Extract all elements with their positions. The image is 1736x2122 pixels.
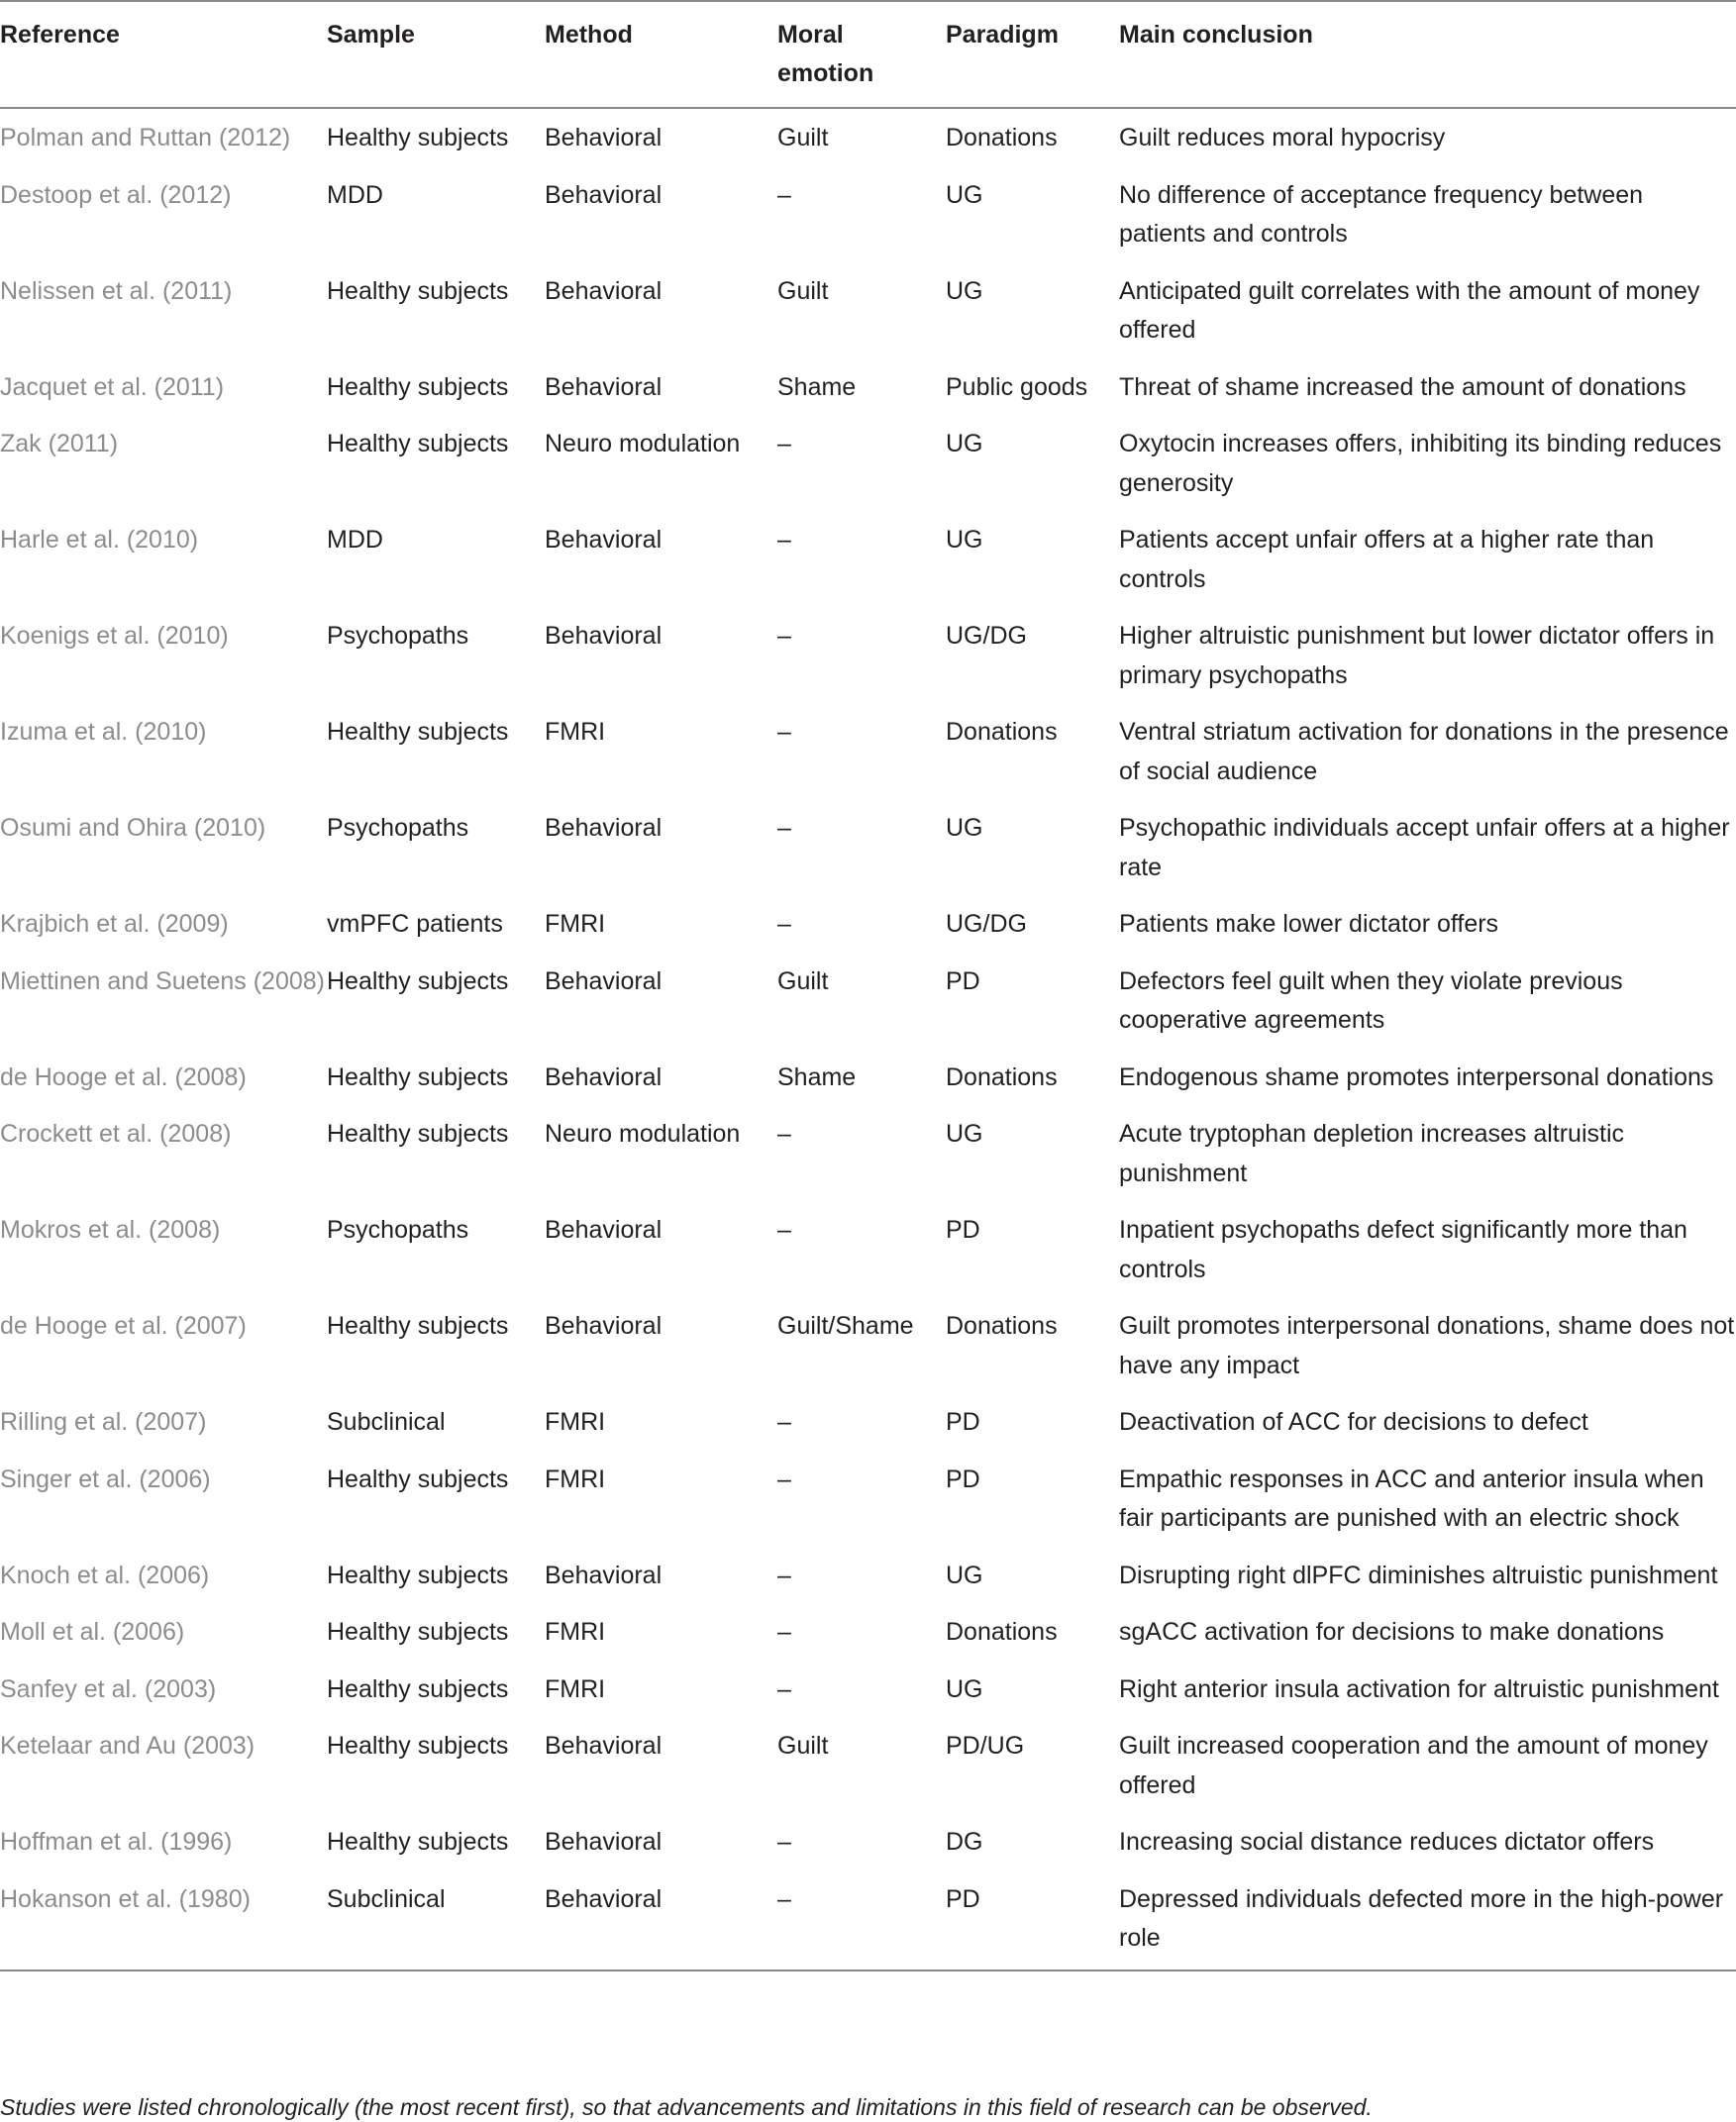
cell-sample: Healthy subjects — [327, 1674, 509, 1703]
cell-reference: Koenigs et al. (2010) — [0, 622, 229, 650]
cell-main-conclusion: Defectors feel guilt when they violate previous cooperative agreements — [1119, 966, 1623, 1034]
cell-sample: Healthy subjects — [327, 1561, 509, 1589]
cell-method: Behavioral — [545, 966, 663, 995]
header-row — [0, 1, 1736, 108]
cell-sample: vmPFC patients — [327, 910, 503, 938]
cell-paradigm: PD/UG — [946, 1732, 1025, 1760]
cell-main-conclusion: Increasing social distance reduces dictator offers — [1119, 1828, 1655, 1856]
cell-moral-emotion: – — [777, 910, 791, 938]
table-row — [0, 1050, 1736, 1107]
cell-reference: Rilling et al. (2007) — [0, 1408, 207, 1436]
table-row — [0, 1718, 1736, 1814]
table-row — [0, 1604, 1736, 1662]
cell-paradigm: Donations — [946, 124, 1058, 152]
cell-reference: Hokanson et al. (1980) — [0, 1871, 327, 1970]
cell-sample: Healthy subjects — [327, 966, 509, 995]
cell-method: Behavioral — [545, 622, 663, 650]
table-row — [0, 954, 1736, 1050]
cell-moral-emotion: Guilt — [777, 1732, 829, 1760]
cell-sample: Healthy subjects — [327, 430, 509, 457]
cell-paradigm: UG — [946, 180, 983, 209]
cell-moral-emotion: – — [777, 1216, 791, 1244]
cell-paradigm: PD — [946, 1216, 980, 1244]
cell-moral-emotion: – — [777, 430, 791, 457]
cell-paradigm: UG/DG — [946, 910, 1027, 938]
cell-paradigm: UG — [946, 430, 983, 457]
cell-main-conclusion: Threat of shame increased the amount of donations — [1119, 372, 1686, 401]
header-main-conclusion: Main conclusion — [1119, 1, 1736, 108]
cell-reference: Jacquet et al. (2011) — [0, 372, 225, 401]
table-row — [0, 800, 1736, 896]
cell-main-conclusion: Inpatient psychopaths defect significantly more than controls — [1119, 1216, 1687, 1283]
cell-sample: Psychopaths — [327, 622, 469, 650]
cell-reference: Harle et al. (2010) — [0, 526, 199, 554]
table-row — [0, 108, 1736, 167]
table-row — [0, 704, 1736, 800]
cell-reference: Sanfey et al. (2003) — [0, 1674, 217, 1703]
cell-main-conclusion: Higher altruistic punishment but lower dictator offers in primary psychopaths — [1119, 622, 1715, 689]
cell-method: Behavioral — [545, 1216, 663, 1244]
cell-method: Behavioral — [545, 372, 663, 401]
cell-paradigm: UG — [946, 1674, 983, 1703]
cell-main-conclusion: No difference of acceptance frequency between patients and controls — [1119, 180, 1644, 248]
table-row — [0, 167, 1736, 263]
cell-sample: Healthy subjects — [327, 124, 509, 152]
cell-method: Behavioral — [545, 124, 663, 152]
cell-sample: Healthy subjects — [327, 718, 509, 746]
cell-paradigm: PD — [946, 1408, 980, 1436]
cell-reference: de Hooge et al. (2007) — [0, 1312, 247, 1340]
cell-method: FMRI — [545, 1408, 606, 1436]
cell-moral-emotion: – — [777, 1561, 791, 1589]
cell-method: Neuro modulation — [545, 430, 741, 457]
cell-sample: Healthy subjects — [327, 372, 509, 401]
table-row — [0, 1871, 1736, 1970]
table-row — [0, 1662, 1736, 1719]
cell-paradigm: UG — [946, 1561, 983, 1589]
cell-sample: MDD — [327, 526, 383, 554]
cell-moral-emotion: – — [777, 718, 791, 746]
cell-reference: Knoch et al. (2006) — [0, 1561, 210, 1589]
cell-sample: Healthy subjects — [327, 1465, 509, 1493]
table-footnote: Studies were listed chronologically (the most recent first), so that advancements and limitations in this field of research can be observed. — [0, 2094, 1373, 2120]
cell-main-conclusion: Acute tryptophan depletion increases altruistic punishment — [1119, 1120, 1625, 1187]
cell-moral-emotion: Shame — [777, 1062, 857, 1091]
cell-method: Behavioral — [545, 526, 663, 554]
cell-main-conclusion: Disrupting right dlPFC diminishes altruistic punishment — [1119, 1561, 1718, 1589]
cell-moral-emotion: – — [777, 1120, 791, 1148]
table-row — [0, 1106, 1736, 1202]
cell-reference: Moll et al. (2006) — [0, 1618, 185, 1646]
cell-method: Behavioral — [545, 276, 663, 305]
cell-reference: Zak (2011) — [0, 430, 119, 457]
table-row — [0, 1202, 1736, 1298]
cell-reference: Nelissen et al. (2011) — [0, 276, 233, 305]
cell-reference: Destoop et al. (2012) — [0, 180, 232, 209]
cell-moral-emotion: – — [777, 1828, 791, 1856]
cell-paradigm: Public goods — [946, 372, 1088, 401]
cell-main-conclusion: Right anterior insula activation for altruistic punishment — [1119, 1674, 1719, 1703]
cell-method: Behavioral — [545, 1871, 777, 1970]
cell-reference: Crockett et al. (2008) — [0, 1120, 232, 1148]
cell-main-conclusion: Deactivation of ACC for decisions to defect — [1119, 1408, 1588, 1436]
cell-paradigm: PD — [946, 1871, 1119, 1970]
cell-paradigm: UG — [946, 526, 983, 554]
cell-reference: Hoffman et al. (1996) — [0, 1828, 233, 1856]
cell-moral-emotion: Guilt — [777, 276, 829, 305]
table-row — [0, 896, 1736, 954]
cell-method: FMRI — [545, 718, 606, 746]
cell-reference: de Hooge et al. (2008) — [0, 1062, 247, 1091]
cell-moral-emotion: – — [777, 814, 791, 842]
table-row — [0, 1394, 1736, 1452]
cell-sample: Healthy subjects — [327, 1312, 509, 1340]
cell-moral-emotion: – — [777, 622, 791, 650]
cell-moral-emotion: – — [777, 180, 791, 209]
header-reference: Reference — [0, 1, 327, 108]
cell-moral-emotion: – — [777, 1618, 791, 1646]
cell-paradigm: UG/DG — [946, 622, 1027, 650]
cell-method: FMRI — [545, 1465, 606, 1493]
cell-sample: Healthy subjects — [327, 1618, 509, 1646]
header-paradigm: Paradigm — [946, 1, 1119, 108]
cell-main-conclusion: Guilt promotes interpersonal donations, shame does not have any impact — [1119, 1312, 1735, 1379]
cell-main-conclusion: Empathic responses in ACC and anterior insula when fair participants are punished with an electric shock — [1119, 1465, 1704, 1532]
table-row — [0, 416, 1736, 512]
header-moral-emotion — [777, 1, 946, 108]
cell-moral-emotion: Guilt/Shame — [777, 1312, 914, 1340]
cell-paradigm: UG — [946, 276, 983, 305]
header-sample: Sample — [327, 1, 545, 108]
table-row — [0, 1548, 1736, 1605]
table-row — [0, 1298, 1736, 1394]
cell-sample: Healthy subjects — [327, 1732, 509, 1760]
cell-moral-emotion: – — [777, 1408, 791, 1436]
cell-sample: Psychopaths — [327, 814, 469, 842]
table-row — [0, 512, 1736, 608]
cell-sample: Healthy subjects — [327, 1062, 509, 1091]
cell-main-conclusion: Ventral striatum activation for donations in the presence of social audience — [1119, 718, 1729, 785]
cell-moral-emotion: Guilt — [777, 966, 829, 995]
cell-paradigm: Donations — [946, 1618, 1058, 1646]
cell-main-conclusion: Oxytocin increases offers, inhibiting its binding reduces generosity — [1119, 430, 1722, 497]
cell-paradigm: UG — [946, 1120, 983, 1148]
cell-method: FMRI — [545, 910, 606, 938]
cell-moral-emotion: – — [777, 1871, 946, 1970]
cell-reference: Izuma et al. (2010) — [0, 718, 207, 746]
cell-main-conclusion: Guilt reduces moral hypocrisy — [1119, 124, 1446, 152]
cell-sample: Healthy subjects — [327, 276, 509, 305]
cell-moral-emotion: Shame — [777, 372, 857, 401]
table-row — [0, 608, 1736, 704]
cell-paradigm: PD — [946, 1465, 980, 1493]
cell-sample: Healthy subjects — [327, 1828, 509, 1856]
cell-method: Behavioral — [545, 1732, 663, 1760]
cell-moral-emotion: – — [777, 526, 791, 554]
cell-reference: Miettinen and Suetens (2008) — [0, 966, 325, 995]
table-row — [0, 1814, 1736, 1871]
cell-moral-emotion: – — [777, 1465, 791, 1493]
cell-reference: Krajbich et al. (2009) — [0, 910, 229, 938]
cell-method: Behavioral — [545, 1561, 663, 1589]
header-moral-emotion-line2: emotion — [777, 59, 874, 87]
cell-main-conclusion: Anticipated guilt correlates with the amount of money offered — [1119, 276, 1700, 344]
cell-paradigm: PD — [946, 966, 980, 995]
cell-paradigm: Donations — [946, 1062, 1058, 1091]
cell-sample: Subclinical — [327, 1408, 446, 1436]
table-row — [0, 1452, 1736, 1548]
header-method: Method — [545, 1, 777, 108]
table-row — [0, 263, 1736, 359]
cell-reference: Polman and Ruttan (2012) — [0, 124, 291, 152]
cell-sample: Subclinical — [327, 1871, 545, 1970]
cell-main-conclusion: sgACC activation for decisions to make donations — [1119, 1618, 1665, 1646]
cell-main-conclusion: Guilt increased cooperation and the amount of money offered — [1119, 1732, 1708, 1799]
cell-paradigm: UG — [946, 814, 983, 842]
cell-sample: MDD — [327, 180, 383, 209]
cell-reference: Osumi and Ohira (2010) — [0, 814, 266, 842]
cell-method: Behavioral — [545, 814, 663, 842]
table-header — [0, 1, 1736, 108]
cell-reference: Ketelaar and Au (2003) — [0, 1732, 255, 1760]
cell-main-conclusion: Patients accept unfair offers at a higher rate than controls — [1119, 526, 1655, 593]
cell-method: FMRI — [545, 1674, 606, 1703]
table-row — [0, 359, 1736, 417]
cell-sample: Healthy subjects — [327, 1120, 509, 1148]
cell-method: FMRI — [545, 1618, 606, 1646]
cell-method: Behavioral — [545, 180, 663, 209]
cell-sample: Psychopaths — [327, 1216, 469, 1244]
cell-main-conclusion: Depressed individuals defected more in the high-power role — [1119, 1871, 1736, 1970]
cell-main-conclusion: Psychopathic individuals accept unfair offers at a higher rate — [1119, 814, 1730, 881]
cell-paradigm: Donations — [946, 1312, 1058, 1340]
cell-method: Neuro modulation — [545, 1120, 741, 1148]
cell-main-conclusion: Endogenous shame promotes interpersonal donations — [1119, 1062, 1714, 1091]
cell-paradigm: Donations — [946, 718, 1058, 746]
table-body — [0, 108, 1736, 1970]
cell-method: Behavioral — [545, 1312, 663, 1340]
cell-main-conclusion: Patients make lower dictator offers — [1119, 910, 1499, 938]
header-moral-emotion-line1: Moral — [777, 21, 844, 49]
cell-method: Behavioral — [545, 1062, 663, 1091]
cell-reference: Mokros et al. (2008) — [0, 1216, 221, 1244]
cell-method: Behavioral — [545, 1828, 663, 1856]
cell-reference: Singer et al. (2006) — [0, 1465, 211, 1493]
cell-paradigm: DG — [946, 1828, 983, 1856]
cell-moral-emotion: – — [777, 1674, 791, 1703]
cell-moral-emotion: Guilt — [777, 124, 829, 152]
